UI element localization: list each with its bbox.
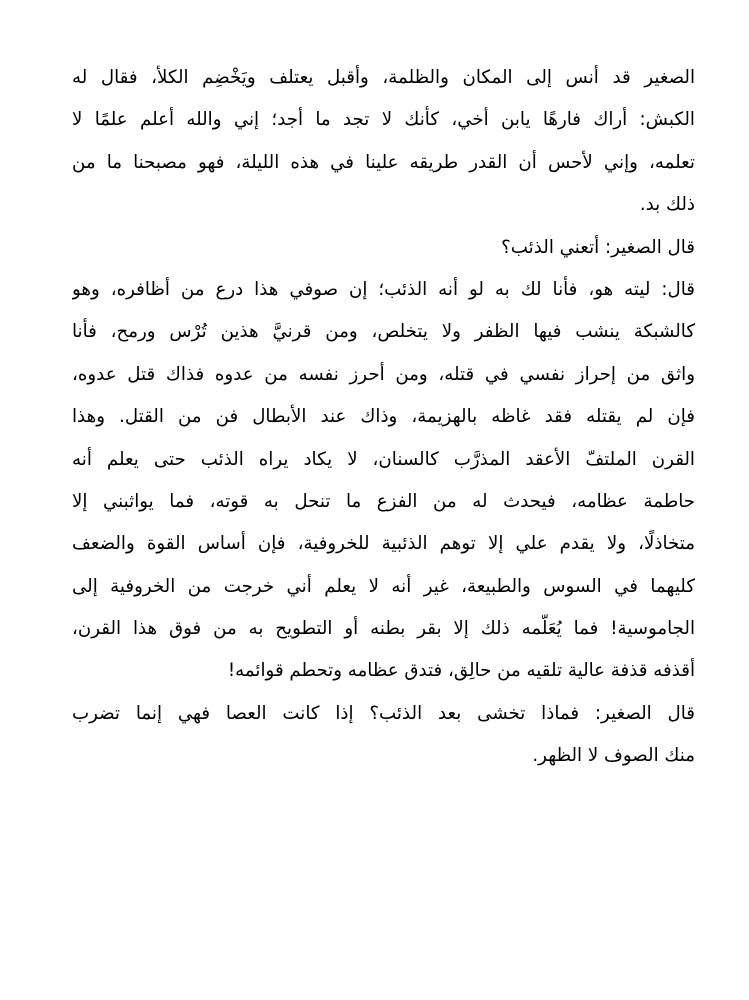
text-line: ذلك بد. xyxy=(639,194,695,216)
text-line: كالشبكة ينشب فيها الظفر ولا يتخلص، ومن قرنيَّ هذين تُرْس ورمح، فأنا xyxy=(72,321,695,343)
body-text xyxy=(72,57,695,778)
text-line: منك الصوف لا الظهر. xyxy=(532,745,695,767)
text-line: الجاموسية! فما يُعَلّمه ذلك إلا بقر بطنه أو التطويح به من فوق هذا القرن، xyxy=(72,618,695,640)
text-line: واثق من إحراز نفسي في قتله، ومن أحرز نفسه من عدوه فذاك قتل عدوه، xyxy=(72,363,695,385)
text-line: حاطمة عظامه، فيحدث له من الفزع ما تنحل به قوته، فما يواثبني إلا xyxy=(72,490,695,512)
text-line: قال الصغير: أتعني الذئب؟ xyxy=(501,236,695,258)
text-line: أقذفه قذفة عالية تلقيه من حالِق، فتدق عظامه وتحطم قوائمه! xyxy=(227,660,695,682)
text-line: قال الصغير: فماذا تخشى بعد الذئب؟ إذا كانت العصا فهي إنما تضرب xyxy=(72,702,695,724)
text-line: قال: ليته هو، فأنا لك به لو أنه الذئب؛ إن صوفي هذا درع من أظافره، وهو xyxy=(72,278,695,300)
text-line: القرن الملتفّ الأعقد المذرَّب كالسنان، لا يكاد يراه الذئب حتى يعلم أنه xyxy=(72,448,695,470)
text-line: فإن لم يقتله فقد غاظه بالهزيمة، وذاك عند الأبطال فن من القتل. وهذا xyxy=(72,406,695,428)
text-line: تعلمه، وإني لأحس أن القدر طريقه علينا في هذه الليلة، فهو مصبحنا ما من xyxy=(72,151,695,173)
text-line: الصغير قد أنس إلى المكان والظلمة، وأقبل يعتلف ويَخْضِم الكلأ، فقال له xyxy=(72,67,695,88)
text-line: الكبش: أراك فارهًا يابن أخي، كأنك لا تجد ما أجد؛ إني والله أعلم علمًا لا xyxy=(72,109,695,131)
text-line: كليهما في السوس والطبيعة، غير أنه لا يعلم أني خرجت من الخروفية إلى xyxy=(72,575,695,597)
text-line: متخاذلًا، ولا يقدم علي إلا توهم الذئبية للخروفية، فإن أساس القوة والضعف xyxy=(72,533,695,555)
